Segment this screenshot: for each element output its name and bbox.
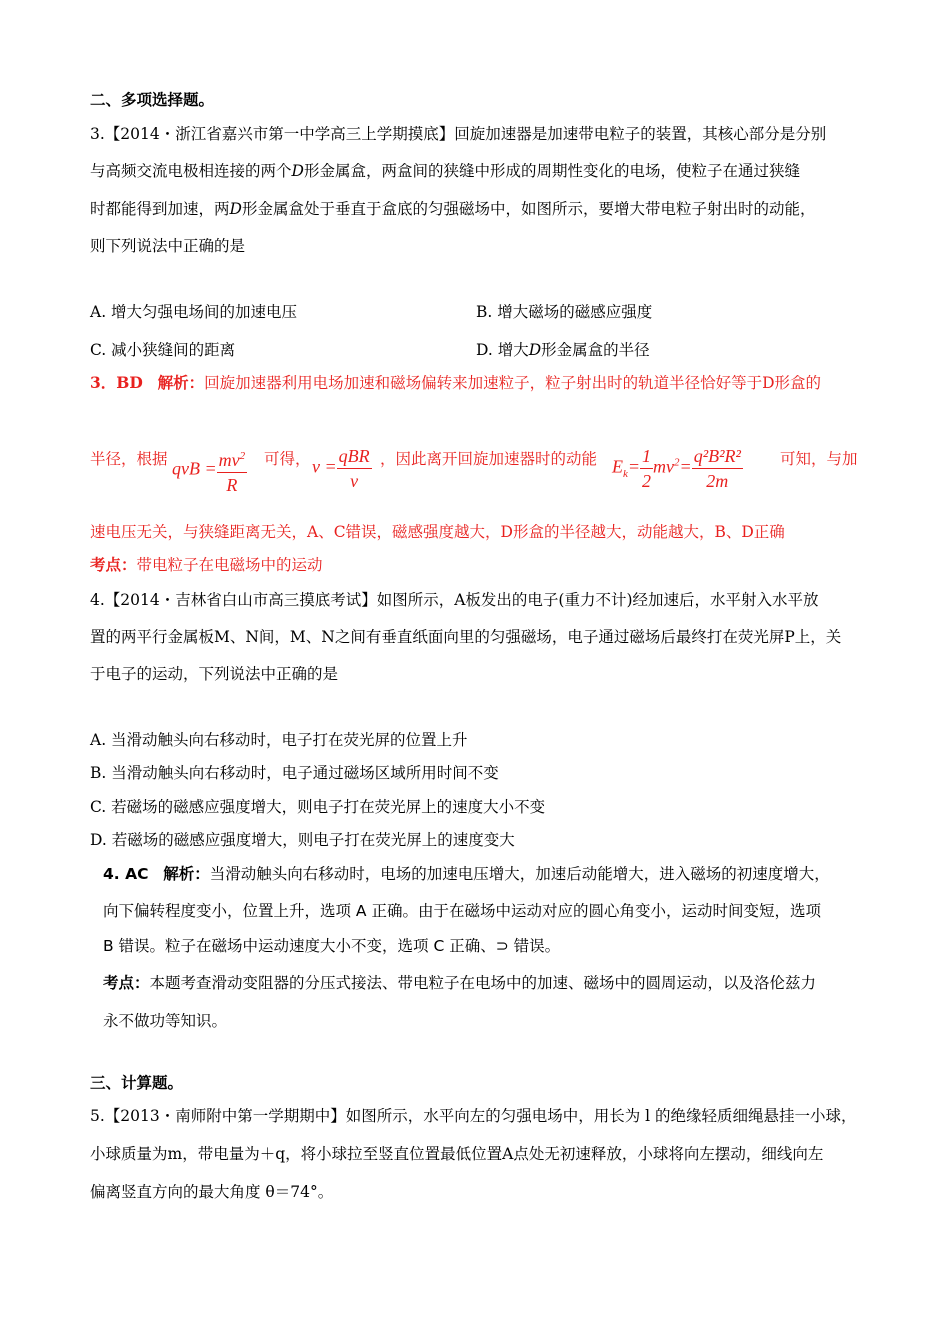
q3-line-1: 3.【2014・浙江省嘉兴市第一中学高三上学期摸底】回旋加速器是加速带电粒子的装置，其核心部分是分别 [90, 125, 827, 143]
q3-answer-line-1: 3．BD 解析：回旋加速器利用电场加速和磁场偏转来加速粒子，粒子射出时的轨道半径恰好等于D形盒的 [90, 373, 822, 392]
q3-option-b: B. 增大磁场的磁感应强度 [476, 303, 653, 321]
q5-line-1: 5.【2013・南师附中第一学期期中】如图所示，水平向左的匀强电场中，用长为 l 的绝缘轻质细绳悬挂一小球， [90, 1107, 857, 1125]
q5-line-2: 小球质量为m，带电量为＋q，将小球拉至竖直位置最低位置A点处无初速释放，小球将向左摆动，细线向左 [90, 1145, 824, 1163]
q3-line-3: 时都能得到加速，两D形金属盒处于垂直于盒底的匀强磁场中，如图所示，要增大带电粒子射出时的动能， [90, 200, 816, 218]
q3-line-2: 与高频交流电极相连接的两个D形金属盒，两盒间的狭缝中形成的周期性变化的电场，使粒子在通过狭缝 [90, 162, 800, 180]
q4-kaodian-line-2: 永不做功等知识。 [103, 1012, 228, 1030]
q4-option-c: C. 若磁场的磁感应强度增大，则电子打在荧光屏上的速度大小不变 [90, 798, 546, 816]
q4-option-b: B. 当滑动触头向右移动时，电子通过磁场区域所用时间不变 [90, 764, 499, 782]
q3-option-c: C. 减小狭缝间的距离 [90, 341, 236, 359]
formula-velocity: v = $\frac{\text{qBR}}{v}$ [312, 446, 370, 491]
q4-option-a: A. 当滑动触头向右移动时，电子打在荧光屏的位置上升 [90, 731, 468, 749]
q4-line-3: 于电子的运动，下列说法中正确的是 [90, 665, 339, 683]
section-heading-calculation: 三、计算题。 [90, 1073, 184, 1092]
q4-answer-line-3: B 错误。粒子在磁场中运动速度大小不变，选项 C 正确、⊃ 错误。 [103, 937, 561, 955]
q4-line-2: 置的两平行金属板M、N间，M、N之间有垂直纸面向里的匀强磁场，电子通过磁场后最终打在荧光屏P上，关 [90, 628, 842, 646]
q3-option-d: D. 增大D形金属盒的半径 [476, 341, 650, 359]
formula-kinetic-energy: $E_k=$ $\frac{1}{2}$ $mv^2=$ $\frac{\text{q²B²R²}}{2m}$ [612, 446, 741, 491]
q4-line-1: 4.【2014・吉林省白山市高三摸底考试】如图所示，A板发出的电子(重力不计)经加速后，水平射入水平放 [90, 591, 819, 609]
q3-answer-line-2-text-d: 可知，与加 [780, 450, 858, 468]
q3-answer-line-3: 速电压无关，与狭缝距离无关，A、C错误，磁感强度越大，D形盒的半径越大，动能越大，B、D正确 [90, 523, 785, 541]
q3-answer-line-2-text-b: 可得， [264, 450, 311, 468]
q3-line-4: 则下列说法中正确的是 [90, 237, 246, 255]
q4-answer-line-2: 向下偏转程度变小，位置上升，选项 A 正确。由于在磁场中运动对应的圆心角变小，运动时间变短，选项 [103, 902, 821, 920]
q5-line-3: 偏离竖直方向的最大角度 θ＝74°。 [90, 1183, 334, 1201]
q3-answer-line-2-text-c: ，因此离开回旋加速器时的动能 [380, 450, 598, 468]
section-heading-multiple-choice: 二、多项选择题。 [90, 90, 215, 109]
q3-option-a: A. 增大匀强电场间的加速电压 [90, 303, 298, 321]
q3-kaodian: 考点：带电粒子在电磁场中的运动 [90, 555, 323, 574]
q4-kaodian-line-1: 考点：本题考查滑动变阻器的分压式接法、带电粒子在电场中的加速、磁场中的圆周运动，以及洛伦兹力 [103, 974, 817, 992]
q4-option-d: D. 若磁场的磁感应强度增大，则电子打在荧光屏上的速度变大 [90, 831, 515, 849]
formula-lorentz-centripetal: qvB = $\frac{mv^2}{R}$ [172, 444, 247, 497]
q4-answer-line-1: 4. AC 解析：当滑动触头向右移动时，电场的加速电压增大，加速后动能增大，进入磁场的初速度增大， [103, 865, 830, 883]
q3-answer-line-2-text-a: 半径，根据 [90, 450, 168, 468]
